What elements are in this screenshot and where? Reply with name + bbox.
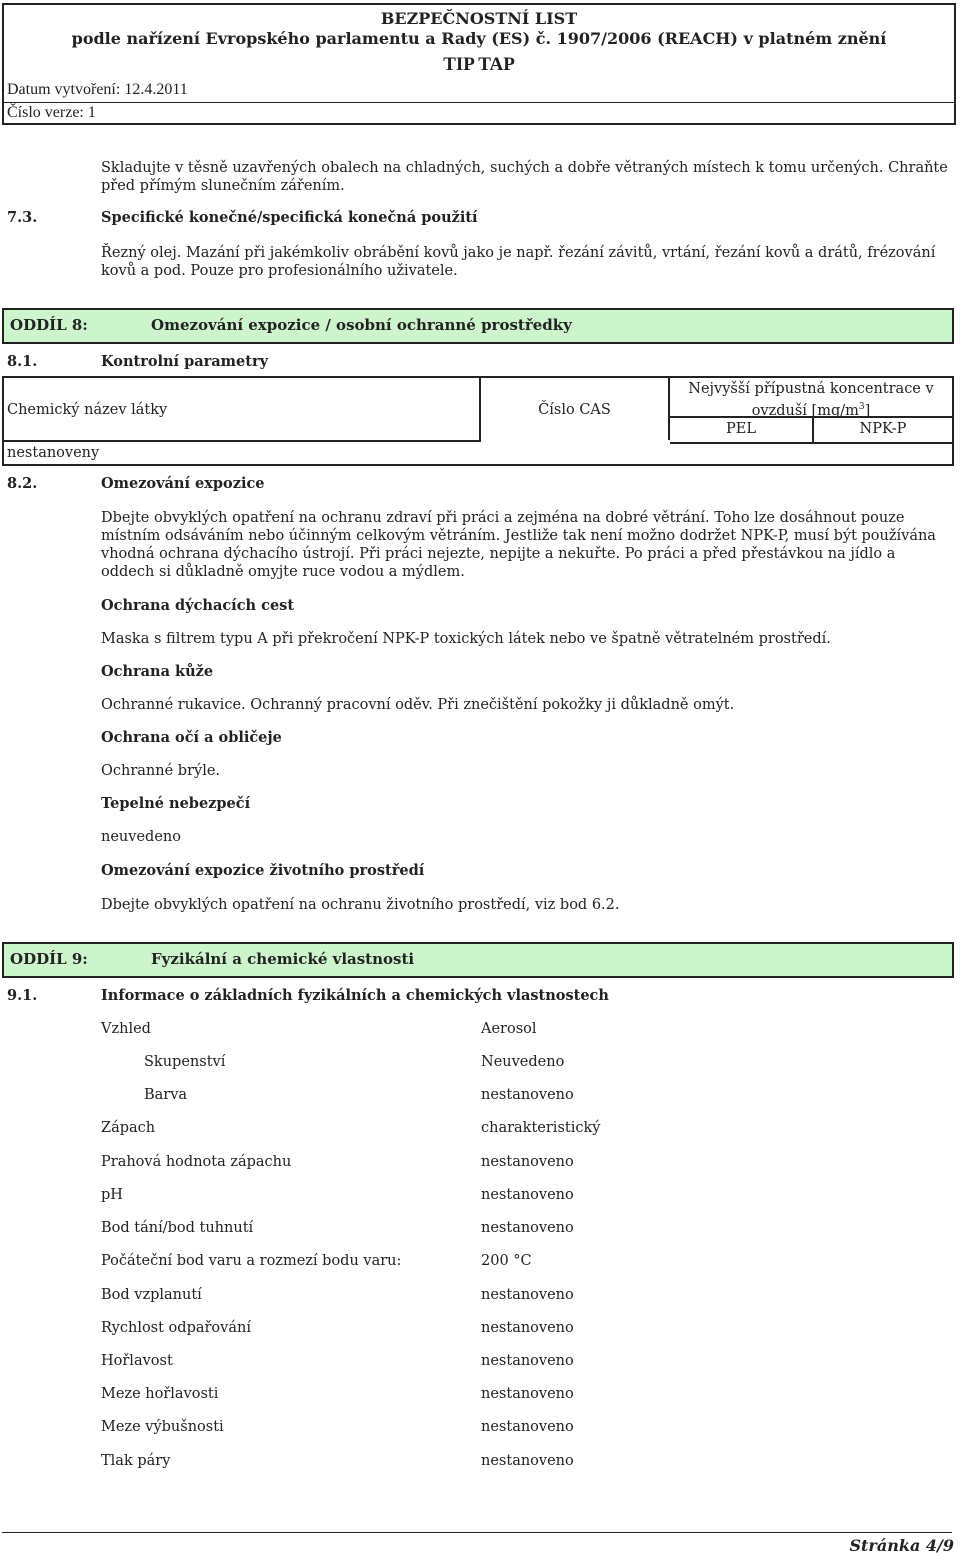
property-label: Skupenství: [144, 1054, 226, 1070]
skin-protection-title: Ochrana kůže: [101, 663, 214, 680]
respiratory-protection-title: Ochrana dýchacích cest: [101, 597, 295, 614]
section-8-1-title: Kontrolní parametry: [101, 353, 269, 370]
property-value: nestanoveno: [481, 1320, 574, 1336]
version-number: Číslo verze: 1: [7, 104, 96, 121]
control-parameters-table: [2, 376, 954, 466]
section-8-1-number: 8.1.: [7, 353, 38, 370]
section-8-number: ODDÍL 8:: [10, 316, 88, 334]
property-label: Bod vzplanutí: [101, 1287, 202, 1303]
document-header: [2, 3, 956, 125]
creation-date: Datum vytvoření: 12.4.2011: [7, 81, 188, 98]
table-header-limit-text: ovzduší [mg/m: [751, 402, 859, 419]
eye-protection-text: Ochranné brýle.: [101, 763, 221, 779]
section-7-3-number: 7.3.: [7, 209, 38, 226]
section-9-1-number: 9.1.: [7, 987, 38, 1004]
skin-protection-text: Ochranné rukavice. Ochranný pracovní oděv. Při znečištění pokožky ji důkladně omýt.: [101, 697, 735, 713]
section-8-bar: [2, 308, 954, 344]
table-row-value: nestanoveny: [7, 445, 100, 461]
property-label: Tlak páry: [101, 1453, 171, 1469]
product-name: TIP TAP: [443, 54, 515, 75]
property-value: nestanoveno: [481, 1453, 574, 1469]
eye-protection-title: Ochrana očí a obličeje: [101, 729, 282, 746]
exposure-intro-text: Dbejte obvyklých opatření na ochranu zdraví při práci a zejména na dobré větrání. Toho lze dosáhnout pouze místním odsáváním nebo účinným celkovým větráním. Jestliže tak není možno dodržet NPK-P, musí být používána vhodná ochrana dýchacího ústrojí. Při práci nejezte, nepijte a nekuřte. Po práci a před přestávkou na jídlo a oddech si důkladně omyjte ruce vodou a mýdlem.: [101, 510, 936, 580]
property-value: charakteristický: [481, 1120, 601, 1136]
header-divider: [4, 102, 954, 103]
section-9-1-title: Informace o základních fyzikálních a chemických vlastnostech: [101, 987, 609, 1004]
property-label: Rychlost odpařování: [101, 1320, 251, 1336]
property-value: nestanoveno: [481, 1287, 574, 1303]
property-value: nestanoveno: [481, 1353, 574, 1369]
property-value: Neuvedeno: [481, 1054, 565, 1070]
property-label: Počáteční bod varu a rozmezí bodu varu:: [101, 1253, 402, 1269]
property-value: nestanoveno: [481, 1386, 574, 1402]
respiratory-protection-text: Maska s filtrem typu A při překročení NPK-P toxických látek nebo ve špatně větratelném prostředí.: [101, 631, 831, 647]
environmental-exposure-text: Dbejte obvyklých opatření na ochranu životního prostředí, viz bod 6.2.: [101, 897, 620, 913]
table-header-limit-line1: Nejvyšší přípustná koncentrace v: [688, 381, 934, 397]
table-header-name-cell: [4, 378, 481, 442]
table-header-cas: Číslo CAS: [538, 402, 611, 418]
section-9-bar: [2, 942, 954, 978]
storage-text: Skladujte v těsně uzavřených obalech na chladných, suchých a dobře větraných místech k tomu určených. Chraňte před přímým slunečním zářením.: [101, 160, 948, 194]
table-header-limit-superscript: 3: [858, 402, 865, 412]
page-number: Stránka 4/9: [849, 1536, 954, 1555]
property-value: nestanoveno: [481, 1419, 574, 1435]
property-value: nestanoveno: [481, 1154, 574, 1170]
table-header-cas-cell: [481, 378, 670, 440]
property-value: Aerosol: [481, 1021, 537, 1037]
property-label: Bod tání/bod tuhnutí: [101, 1220, 254, 1236]
property-label: Vzhled: [101, 1021, 151, 1037]
section-8-title: Omezování expozice / osobní ochranné prostředky: [151, 316, 572, 334]
property-label: Barva: [144, 1087, 188, 1103]
property-value: nestanoveno: [481, 1087, 574, 1103]
section-8-2-number: 8.2.: [7, 475, 38, 492]
property-label: pH: [101, 1187, 123, 1203]
property-label: Meze výbušnosti: [101, 1419, 224, 1435]
section-9-title: Fyzikální a chemické vlastnosti: [151, 950, 415, 968]
section-9-number: ODDÍL 9:: [10, 950, 88, 968]
section-8-2-title: Omezování expozice: [101, 475, 265, 492]
section-7-3-title: Specifické konečné/specifická konečná použití: [101, 209, 478, 226]
property-label: Hořlavost: [101, 1353, 173, 1369]
section-7-3-text: Řezný olej. Mazání při jakémkoliv obrábění kovů jako je např. řezání závitů, vrtání, řezání kovů a drátů, frézování kovů a pod. Pouze pro profesionálního uživatele.: [101, 245, 936, 279]
property-value: nestanoveno: [481, 1220, 574, 1236]
property-label: Zápach: [101, 1120, 156, 1136]
environmental-exposure-title: Omezování expozice životního prostředí: [101, 862, 425, 879]
table-header-name: Chemický název látky: [7, 402, 168, 418]
thermal-hazard-title: Tepelné nebezpečí: [101, 795, 251, 812]
property-value: 200 °C: [481, 1253, 532, 1269]
document-title: BEZPEČNOSTNÍ LIST: [380, 9, 578, 28]
regulation-line: podle nařízení Evropského parlamentu a Rady (ES) č. 1907/2006 (REACH) v platném znění: [71, 29, 887, 48]
table-subheader-row: [670, 416, 952, 444]
table-header-npkp: NPK-P: [859, 421, 907, 437]
property-label: Meze hořlavosti: [101, 1386, 219, 1402]
table-header-pel: PEL: [726, 421, 756, 437]
thermal-hazard-text: neuvedeno: [101, 829, 181, 845]
property-value: nestanoveno: [481, 1187, 574, 1203]
property-label: Prahová hodnota zápachu: [101, 1154, 292, 1170]
table-header-limit-bracket: ]: [864, 402, 871, 419]
footer-divider: [2, 1532, 952, 1533]
